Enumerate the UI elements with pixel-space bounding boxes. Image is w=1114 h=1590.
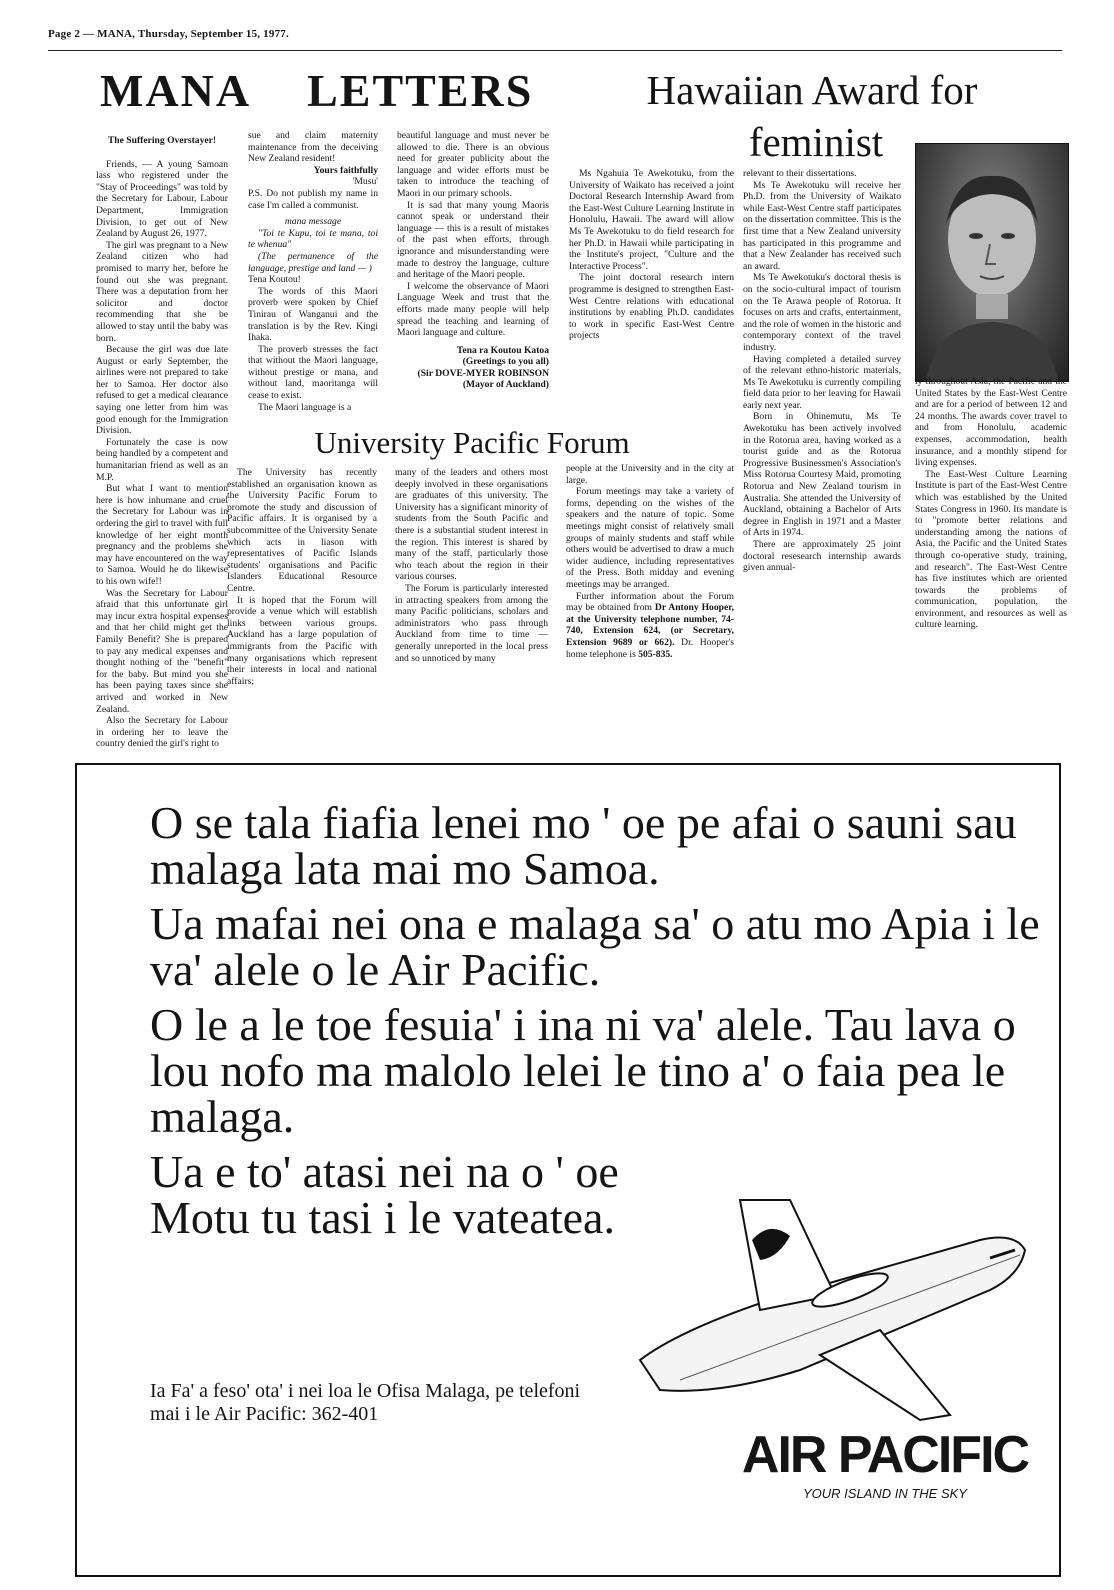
air-pacific-logo: AIR PACIFIC xyxy=(741,1426,1029,1484)
maori-greeting: Tena Koutou! xyxy=(248,274,301,286)
letter-signoff: Yours faithfully xyxy=(313,164,378,176)
forum-contact-intro: Further information about the Forum may be obtained from xyxy=(566,590,734,614)
forum-column-3 xyxy=(566,463,734,660)
hawaii-paragraph: relevant to their dissertations. xyxy=(743,168,857,179)
maori-signature: Tena ra Koutou Katoa xyxy=(456,344,549,356)
advert-contact: Ia Fa' a feso' ota' i nei loa le Ofisa Malaga, pe telefoni mai i le Air Pacific: 362-401 xyxy=(150,1380,581,1425)
header-rule xyxy=(48,50,1062,51)
maori-paragraph: The Maori language is a xyxy=(258,401,352,413)
advert-line: Ua e to' atasi nei na o ' oe Motu tu tasi i le vateatea. xyxy=(150,1146,619,1243)
forum-paragraph: people at the University and in the city at large. xyxy=(566,463,734,486)
forum-column-1 xyxy=(227,467,377,687)
maori-proverb: "Toi te Kupu, toi te mana, toi te whenua" xyxy=(248,227,378,251)
letter-paragraph: Fortunately the case is now being handled by a competent and humanitarian friend as well as an M.P. xyxy=(96,436,228,483)
hawaii-paragraph: The joint doctoral research intern programme is designed to strengthen East-West Centre relations with educational institutions by enabling Ph.D. candidates to work in specific East-West Centre projects xyxy=(569,272,734,342)
hawaii-paragraph: Born in Ohinemutu, Ms Te Awekotuku has been actively involved in the Rotorua area, having worked as a tourist guide and as the Rotorua Progressive Businessmen's Association's Miss Rotorua Courtesy Maid, promoting Rotorua and New Zealand tourism in Australia. She attended the University of Auckland, obtaining a Bachelor of Arts degree in English in 1971 and a Master of Arts in 1974. xyxy=(743,411,901,539)
hawaiian-heading-line1: Hawaiian Award for xyxy=(646,67,978,113)
maori-paragraph: It is sad that many young Maoris cannot speak or understand their language — this is a result of mistakes of the past when efforts, through ignorance and misunderstanding were made to destroy the language, culture and heritage of the Maori people. xyxy=(397,199,549,281)
letter-paragraph: But what I want to mention here is how inhumane and cruel the Secretary for Labour was in ordering the girl to travel with full knowledge of her eight month pregnancy and the problems she may have encountered on the way to Samoa. Would he do likewise to his own wife!! xyxy=(96,483,228,587)
portrait-illustration xyxy=(916,144,1068,381)
forum-paragraph: Forum meetings may take a variety of forms, depending on the wishes of the speakers and the nature of topic. Some meetings might consist of relatively small groups of mainly students and staff while others would be advertised to draw a much wider audience, including representatives of the Press. Both midday and evening meetings may be arranged. xyxy=(566,486,734,590)
hawaii-column-1 xyxy=(569,168,734,342)
forum-paragraph: many of the leaders and others most deeply involved in these organisations are graduates of this university. The University has a significant minority of students from the South Pacific and there is a substantial student interest in the region. This interest is shared by many of the staff, particularly those who teach about the region in their various courses. xyxy=(395,467,548,583)
maori-column xyxy=(397,130,549,391)
maori-paragraph: The proverb stresses the fact that without the Maori language, without prestige or mana, and without land, maoritanga will cease to exist. xyxy=(248,343,378,402)
hawaii-column-3 xyxy=(915,376,1067,631)
maori-signature: (Greetings to you all) xyxy=(462,356,549,368)
hawaii-column-2 xyxy=(743,168,901,574)
letter-paragraph: sue and claim maternity maintenance from the deceiving New Zealand resident! xyxy=(248,130,378,165)
forum-contact-details: Dr Antony Hooper, at the University telephone number, 74-740, Extension 624, (or Secretary, Extension 9689 or 662). xyxy=(566,602,734,648)
letter-column-2 xyxy=(248,130,378,413)
maori-paragraph: The words of this Maori proverb were spoken by Chief Tinirau of Wanganui and the translation is by the Rev. Kingi Ihaka. xyxy=(248,285,378,344)
maori-paragraph: I welcome the observance of Maori Language Week and trust that the efforts made many people will help spread the teaching and learning of Maori language and culture. xyxy=(397,280,549,339)
letter-paragraph: Friends, — A young Samoan lass who registered under the "Stay of Proceedings" was told by the Secretary for Labour, Labour Department, Immigration Division, to get out of New Zealand by August 26, 1977. xyxy=(96,158,228,240)
mana-message-label: mana message xyxy=(284,216,342,228)
forum-home-phone-label: Dr. Hooper's home telephone is xyxy=(566,636,735,660)
university-pacific-forum-heading: University Pacific Forum xyxy=(314,425,630,460)
hawaii-paragraph: ly throughout Asia, the Pacific and the United States by the East-West Centre and are for a period of between 12 and 24 months. The awards cover travel to and from Honolulu, academic expenses, accommodation, health insurance, and a monthly stipend for living expenses. xyxy=(915,376,1067,469)
letter-signature: 'Musu' xyxy=(352,176,378,188)
maori-signature: (Mayor of Auckland) xyxy=(462,379,549,391)
mana-word: MANA xyxy=(100,65,252,116)
hawaii-paragraph: There are approximately 25 joint doctoral resesearch internship awards given annual- xyxy=(743,539,901,574)
hawaii-paragraph: Having completed a detailed survey of the relevant ethno-historic materials, Ms Te Awekotuku is currently compiling field data prior to her leaving for Hawaii early next year. xyxy=(743,353,901,411)
forum-paragraph: The Forum is particularly interested in attracting speakers from among the many Pacific politicians, scholars and administrators who pass through Auckland from time to time — generally unreported in the local press and so unnoticed by many xyxy=(395,582,548,664)
forum-column-2 xyxy=(395,467,548,664)
mana-letters-heading xyxy=(100,64,560,117)
hawaii-paragraph: Ms Ngahuia Te Awekotuku, from the University of Waikato has received a joint Doctoral Research Internship Award from the East-West Culture Learning Institute in Honolulu, Hawaii. The award will allow Ms Te Awekotuku to do field research for her Ph.D. in Hawaii while participating in the Institute's project, "Culture and the Interactive Process". xyxy=(569,168,734,272)
forum-paragraph: The University has recently established an organisation known as the University Pacific Forum to promote the study and discussion of Pacific affairs. It is organised by a subcommittee of the University Senate which acts in liason with representatives of Pacific Islands students' organisations and Pacific Islanders Educational Resource Centre. xyxy=(227,467,377,594)
letters-word: LETTERS xyxy=(307,65,534,116)
forum-paragraph xyxy=(566,591,734,661)
portrait-photo xyxy=(915,143,1069,382)
airplane-illustration xyxy=(620,1180,1050,1440)
letter-paragraph: Was the Secretary for Labour afraid that this unfortunate girl may incur extra hospital expenses and that her child might get the Family Benefit? She is prepared to pay any medical expenses and thought nothing of the "benefit" for the baby. But mind you she has been paying taxes since she arrived and worked in New Zealand. xyxy=(96,587,228,715)
advert-line: Ua mafai nei ona e malaga sa' o atu mo Apia i le va' alele o le Air Pacific. xyxy=(150,898,1040,995)
letter-paragraph: The girl was pregnant to a New Zealand citizen who had promised to marry her, before he found out she was pregnant. There was a deputation from her solicitor and doctor recommending that she be allowed to stay until the baby was born. xyxy=(96,239,228,344)
hawaii-paragraph: The East-West Culture Learning Institute is part of the East-West Centre which was established by the United States Congress in 1960. Its mandate is to "promote better relations and understanding among the nations of Asia, the Pacific and the United States through co-operative study, training, and research". The East-West Centre has five institutes which are oriented towards the problems of communication, population, the environment, and resources as well as culture learning. xyxy=(915,468,1067,631)
air-pacific-tagline: YOUR ISLAND IN THE SKY xyxy=(803,1486,967,1501)
hawaiian-heading-line2: feminist xyxy=(748,119,884,165)
advert-line: O se tala fiafia lenei mo ' oe pe afai o sauni sau malaga lata mai mo Samoa. xyxy=(150,797,1017,894)
advert-line: O le a le toe fesuia' i ina ni va' alele. Tau lava o lou nofo ma malolo lelei le tino a' o faia pea le malaga. xyxy=(150,999,1016,1142)
forum-home-phone: 505-835. xyxy=(638,648,673,660)
maori-proverb-translation: (The permanence of the language, prestige and land — ) xyxy=(248,250,378,274)
letter-ps: P.S. Do not publish my name in case I'm called a communist. xyxy=(248,187,378,211)
letter-paragraph: Because the girl was due late August or early September, the airlines were not prepared to take her to Samoa. Her doctor also refused to get a medical clearance saying one letter from him was good enough for the Immigration Division. xyxy=(96,344,228,437)
page-header: Page 2 — MANA, Thursday, September 15, 1977. xyxy=(48,28,289,40)
forum-paragraph: It is hoped that the Forum will provide a venue which will establish links between various groups. Auckland has a large population of immigrants from the Pacific with many organisations which represent their interests in local and national affairs; xyxy=(227,594,377,687)
hawaii-paragraph: Ms Te Awekotuku's doctoral thesis is on the socio-cultural impact of tourism on the Te Arawa people of Rotorua. It focuses on arts and crafts, entertainment, and the role of women in the historic and contemporary context of the travel industry. xyxy=(743,272,901,353)
maori-paragraph: beautiful language and must never be allowed to die. There is an obvious need for greater publicity about the language and wider efforts must be taken to introduce the teaching of Maori in our primary schools. xyxy=(397,130,549,199)
letter-title: The Suffering Overstayer! xyxy=(107,135,217,146)
hawaii-paragraph: Ms Te Awekotuku will receive her Ph.D. from the University of Waikato while East-West Centre staff participates on the dissertation committee. This is the first time that a New Zealand university has participated in this programme and that a New Zealander has received such an award. xyxy=(743,179,901,272)
letter-column-1 xyxy=(96,135,228,750)
maori-signature: (Sir DOVE-MYER ROBINSON xyxy=(417,367,549,379)
letter-paragraph: Also the Secretary for Labour in ordering her to leave the country denied the girl's right to xyxy=(96,715,228,750)
